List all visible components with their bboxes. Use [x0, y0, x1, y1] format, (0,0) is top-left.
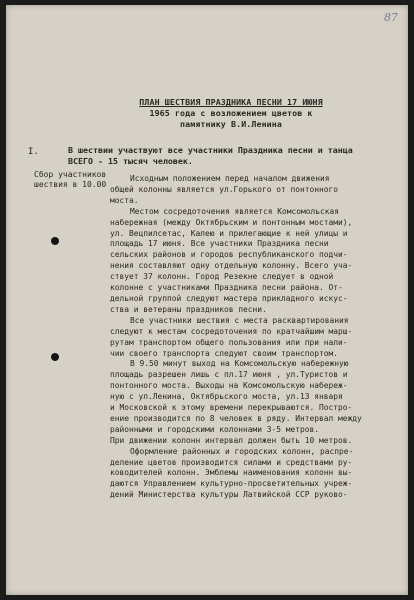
- body-line: Исходным положением перед началом движения: [130, 174, 330, 183]
- body-line: деление цветов производится силами и средствами ру-: [110, 457, 353, 467]
- body-line: чии своего транспорта следуют своим транспортом.: [110, 348, 339, 358]
- body-line: и Московской к этому времени перекрываются. Постро-: [110, 403, 353, 413]
- body-line: Все участники шествия с места расквартирования: [130, 315, 349, 325]
- section-line: В шествии участвуют все участники Праздника песни и танца: [68, 145, 353, 155]
- body-line: рутам транспортом общего пользования или при нали-: [110, 337, 348, 347]
- body-line: ствует 37 колонн. Город Резекне следует в одной: [110, 272, 334, 282]
- body-line: При движении колонн интервал должен быть 10 метров.: [110, 435, 353, 445]
- margin-note-line: Сбор участников: [34, 170, 107, 179]
- body-line: районными и городскими колоннами 3-5 метров.: [110, 424, 320, 434]
- page-number: 87: [384, 11, 398, 24]
- margin-note-line: шествия в 10.00: [34, 180, 107, 189]
- body-line: сельских районов и городов республиканского подчи-: [110, 250, 348, 260]
- body-line: даются Управлением культурно-просветительных учреж-: [110, 479, 353, 489]
- body-line: Местом сосредоточения является Комсомольская: [130, 206, 340, 216]
- punch-hole: [51, 353, 59, 361]
- body-line: площадь разрешен лишь с пл.17 июня , ул.Туристов и: [110, 370, 348, 380]
- document-title: [106, 97, 356, 130]
- punch-hole: [51, 237, 59, 245]
- body-line: ную с ул.Ленина, Октябрьского моста, ул.13 января: [110, 392, 343, 402]
- title-line: 1965 года с возложением цветов к: [149, 108, 313, 118]
- body-line: площадь 17 июня. Все участники Праздника песни: [110, 239, 329, 249]
- document-page: [6, 5, 408, 595]
- body-line: ководителей колонн. Эмблемы наименования колонн вы-: [110, 468, 353, 478]
- body-line: дельной группой следуют мастера прикладного искус-: [110, 293, 348, 303]
- body-line: моста.: [110, 195, 139, 205]
- body-line: набережная (между Октябрьским и понтонным мостами),: [110, 217, 353, 227]
- body-line: следуют к местам сосредоточения по кратчайшим марш-: [110, 326, 353, 336]
- body-line: ение производится по 8 человек в ряду. Интервал между: [110, 413, 362, 423]
- section-line: ВСЕГО - 15 тысяч человек.: [68, 155, 193, 166]
- section-heading: [68, 145, 378, 166]
- body-text: [110, 174, 400, 501]
- title-line: памятнику В.И.Ленина: [180, 119, 282, 129]
- body-line: В 9.50 минут выход на Комсомольскую набережную: [130, 359, 349, 369]
- body-line: нения составляют одну отдельную колонну. Всего уча-: [110, 261, 353, 271]
- section-number: I.: [28, 147, 39, 157]
- body-line: понтонного моста. Выходы на Комсомольскую набереж-: [110, 381, 348, 391]
- body-line: колонне с участниками Праздника песни района. От-: [110, 283, 343, 293]
- title-line: ПЛАН ШЕСТВИЯ ПРАЗДНИКА ПЕСНИ 17 ИЮНЯ: [139, 97, 323, 107]
- body-line: общей колонны является ул.Горького от понтонного: [110, 184, 339, 194]
- body-line: Оформление районных и городских колонн, распре-: [130, 446, 354, 456]
- body-line: ул. Вецпилсетас, Калею и прилегающие к ней улицы и: [110, 228, 348, 238]
- body-line: ства и ветераны праздников песни.: [110, 304, 267, 314]
- body-line: дений Министерства культуры Латвийской ССР руково-: [110, 490, 348, 500]
